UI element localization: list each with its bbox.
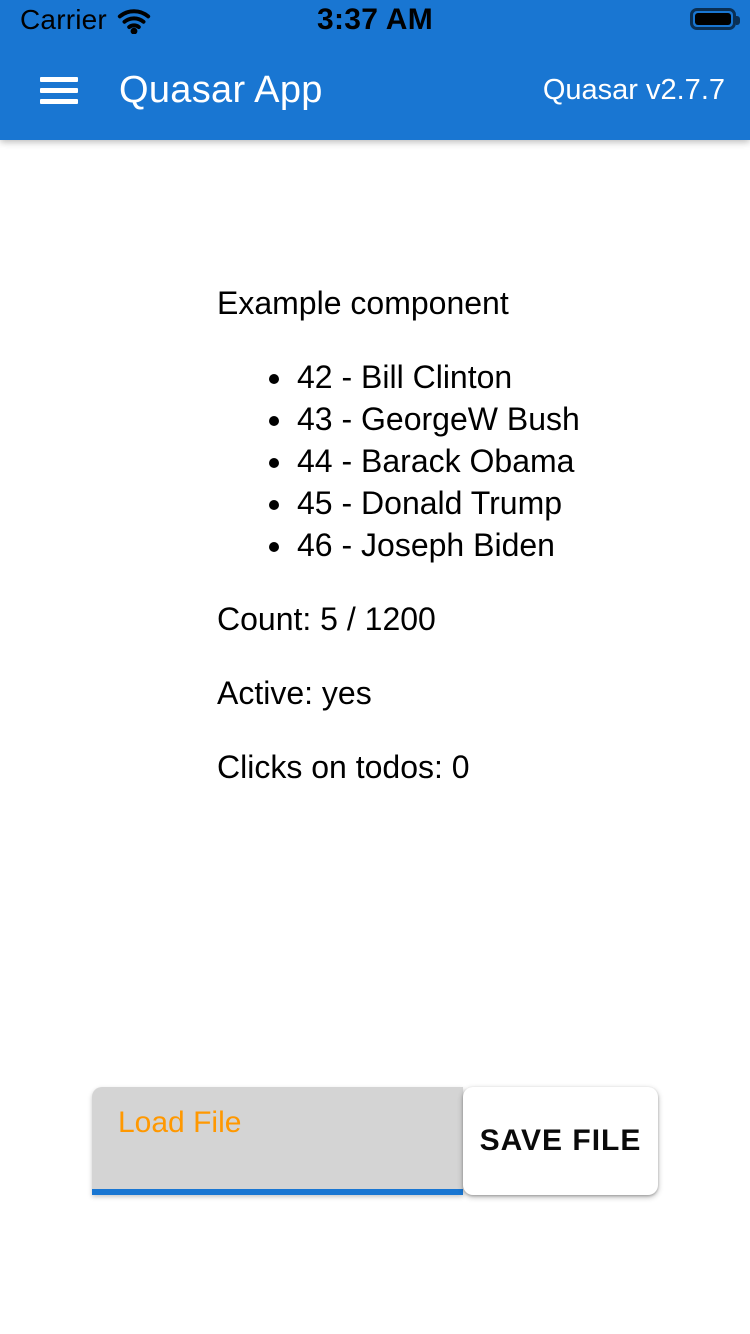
list-item: • 45 - Donald Trump: [295, 482, 730, 524]
save-file-button[interactable]: [463, 1087, 658, 1195]
list-item: • 46 - Joseph Biden: [295, 524, 730, 566]
app-version-label: Quasar v2.7.7: [542, 73, 725, 106]
hamburger-menu-icon: [40, 77, 78, 82]
app-toolbar: [0, 40, 750, 140]
action-bar: [92, 1087, 658, 1195]
status-bar: [0, 0, 750, 40]
load-file-label: Load File: [118, 1106, 242, 1139]
list-item: • 44 - Barack Obama: [295, 440, 730, 482]
clicks-text: Clicks on todos: 0: [217, 749, 470, 785]
battery-icon: [690, 8, 736, 30]
save-file-label: SAVE FILE: [479, 1124, 642, 1157]
status-time: 3:37 AM: [316, 3, 434, 36]
list-item: • 43 - GeorgeW Bush: [295, 398, 730, 440]
example-heading: Example component: [217, 285, 509, 321]
app-header-block: [0, 0, 750, 140]
battery-nub: [736, 16, 740, 25]
menu-button[interactable]: [40, 77, 78, 104]
count-text: Count: 5 / 1200: [217, 601, 436, 637]
battery-level: [695, 13, 731, 25]
active-text: Active: yes: [217, 675, 372, 711]
page-content: [0, 140, 750, 788]
load-file-field[interactable]: [92, 1087, 463, 1195]
list-item: • 42 - Bill Clinton: [295, 356, 730, 398]
carrier-label: Carrier: [20, 4, 107, 35]
presidents-list: [217, 356, 730, 566]
page-title: Quasar App: [119, 68, 323, 111]
